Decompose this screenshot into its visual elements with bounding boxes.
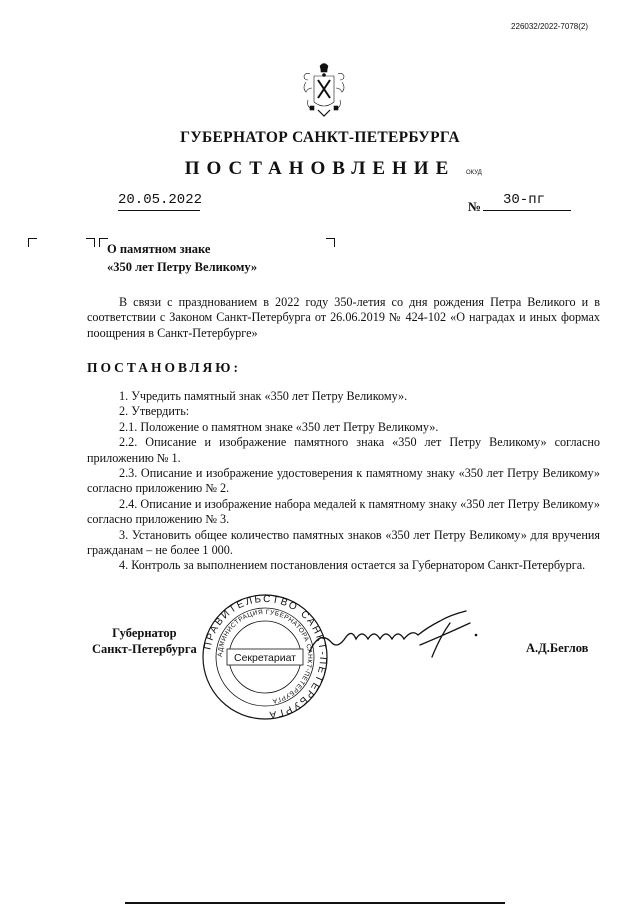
decree-item: 4. Контроль за выполнением постановления остается за Губернатором Санкт-Петербурга. [119, 558, 586, 573]
decree-item: 2.1. Положение о памятном знаке «350 лет Петру Великому». [119, 419, 439, 434]
decree-items [87, 389, 600, 574]
decree-item: 2. Утвердить: [119, 404, 190, 419]
corner-mark [326, 238, 335, 247]
handwritten-signature [300, 605, 500, 665]
issuer-heading: ГУБЕРНАТОР САНКТ-ПЕТЕРБУРГА [180, 129, 460, 146]
decree-item: 2.4. Описание и изображение набора медалей к памятному знаку «350 лет Петру Великому» согласно приложению № 3. [87, 496, 600, 527]
position-line: Санкт-Петербурга [92, 642, 197, 656]
decree-heading: ПОСТАНОВЛЯЮ: [87, 360, 241, 375]
decree-item: 2.3. Описание и изображение удостоверения к памятному знаку «350 лет Петру Великому» согласно приложению № 2. [87, 466, 600, 496]
subject-line: О памятном знаке [107, 242, 211, 256]
preamble [87, 295, 600, 341]
stamp-inner-text: АДМИНИСТРАЦИЯ ГУБЕРНАТОРА САНКТ-ПЕТЕРБУРГА [216, 608, 314, 705]
stamp-center-text: Секретариат [233, 652, 297, 664]
corner-mark [86, 238, 95, 247]
position-line: Губернатор [112, 626, 177, 640]
subject-line: «350 лет Петру Великому» [107, 260, 258, 274]
decree-item: 3. Установить общее количество памятных знаков «350 лет Петру Великому» для вручения гражданам – не более 1 000. [87, 527, 600, 558]
document-title-row [0, 158, 640, 180]
signatory-position [92, 625, 197, 657]
document-title: ПОСТАНОВЛЕНИЕ [184, 158, 456, 179]
decree-item: 1. Учредить памятный знак «350 лет Петру Великому». [119, 389, 408, 403]
signatory-name: А.Д.Беглов [526, 641, 589, 655]
stamp-outer-text: ПРАВИТЕЛЬСТВО САНКТ-ПЕТЕРБУРГА [202, 593, 329, 721]
okud-label: ОКУД [466, 170, 482, 176]
document-id: 226032/2022-7078(2) [511, 22, 588, 31]
document-number: 30-пг [483, 192, 571, 211]
number-label: № [468, 199, 482, 214]
preamble-text: В связи с празднованием в 2022 году 350-летия со дня рождения Петра Великого и в соответствии с Законом Санкт-Петербурга от 26.06.2019 № 424-102 «О наградах и иных формах поощрения в Санкт-Петербурге» [87, 295, 600, 340]
bottom-rule [125, 902, 505, 904]
document-date: 20.05.2022 [118, 192, 200, 211]
corner-mark [28, 238, 37, 247]
decree-item: 2.2. Описание и изображение памятного знака «350 лет Петру Великому» согласно приложению № 1. [87, 435, 600, 465]
subject-block [107, 240, 257, 276]
coat-of-arms-emblem [300, 60, 348, 120]
